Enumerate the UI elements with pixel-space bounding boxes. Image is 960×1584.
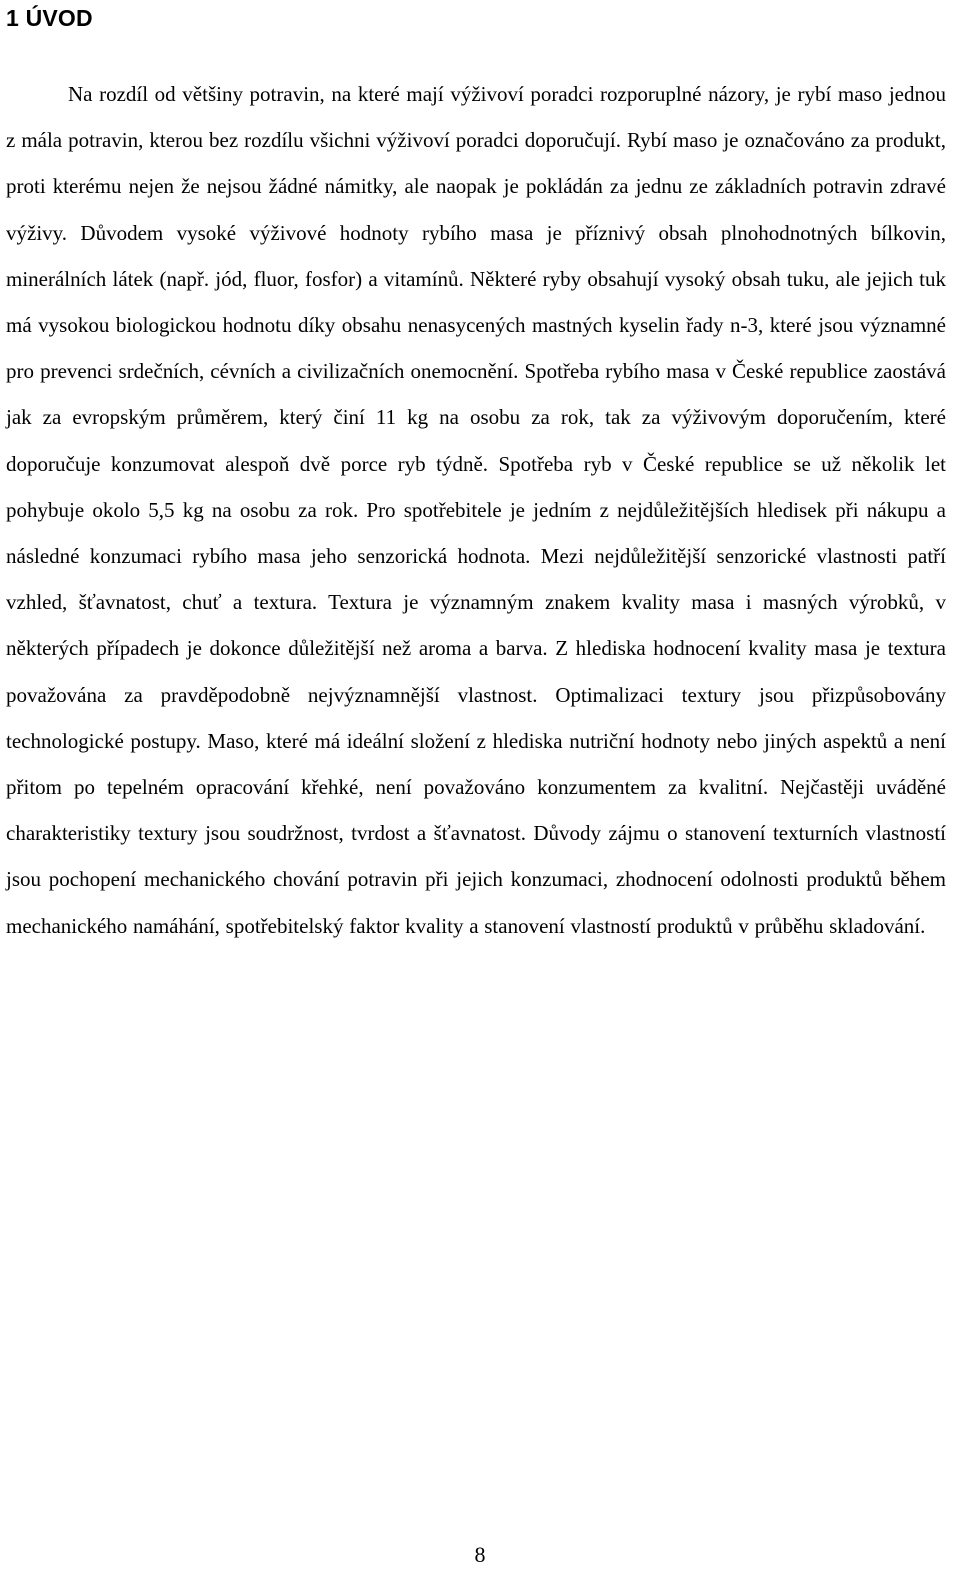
page-number: 8	[474, 1542, 486, 1567]
section-heading: 1 ÚVOD	[6, 5, 93, 31]
body-paragraph: Na rozdíl od většiny potravin, na které mají výživoví poradci rozporuplné názory, je rybí maso jednou z mála potravin, kterou bez rozdílu všichni výživoví poradci doporučují. Rybí maso je označováno za produkt, proti kterému nejen že nejsou žádné námitky, ale naopak je pokládán za jednu ze základních potravin zdravé výživy. Důvodem vysoké výživové hodnoty rybího masa je příznivý obsah plnohodnotných bílkovin, minerálních látek (např. jód, fluor, fosfor) a vitamínů. Některé ryby obsahují vysoký obsah tuku, ale jejich tuk má vysokou biologickou hodnotu díky obsahu nenasycených mastných kyselin řady n-3, které jsou významné pro prevenci srdečních, cévních a civilizačních onemocnění. Spotřeba rybího masa v České republice zaostává jak za evropským průměrem, který činí 11 kg na osobu za rok, tak za výživovým doporučením, které doporučuje konzumovat alespoň dvě porce ryb týdně. Spotřeba ryb v České republice se už několik let pohybuje okolo 5,5 kg na osobu za rok. Pro spotřebitele je jedním z nejdůležitějších hledisek při nákupu a následné konzumaci rybího masa jeho senzorická hodnota. Mezi nejdůležitější senzorické vlastnosti patří vzhled, šťavnatost, chuť a textura. Textura je významným znakem kvality masa i masných výrobků, v některých případech je dokonce důležitější než aroma a barva. Z hlediska hodnocení kvality masa je textura považována za pravděpodobně nejvýznamnější vlastnost. Optimalizaci textury jsou přizpůsobovány technologické postupy. Maso, které má ideální složení z hlediska nutriční hodnoty nebo jiných aspektů a není přitom po tepelném opracování křehké, není považováno konzumentem za kvalitní. Nejčastěji uváděné charakteristiky textury jsou soudržnost, tvrdost a šťavnatost. Důvody zájmu o stanovení texturních vlastností jsou pochopení mechanického chování potravin při jejich konzumaci, zhodnocení odolnosti produktů během mechanického namáhání, spotřebitelský faktor kvality a stanovení vlastností produktů v průběhu skladování.	[6, 82, 946, 938]
